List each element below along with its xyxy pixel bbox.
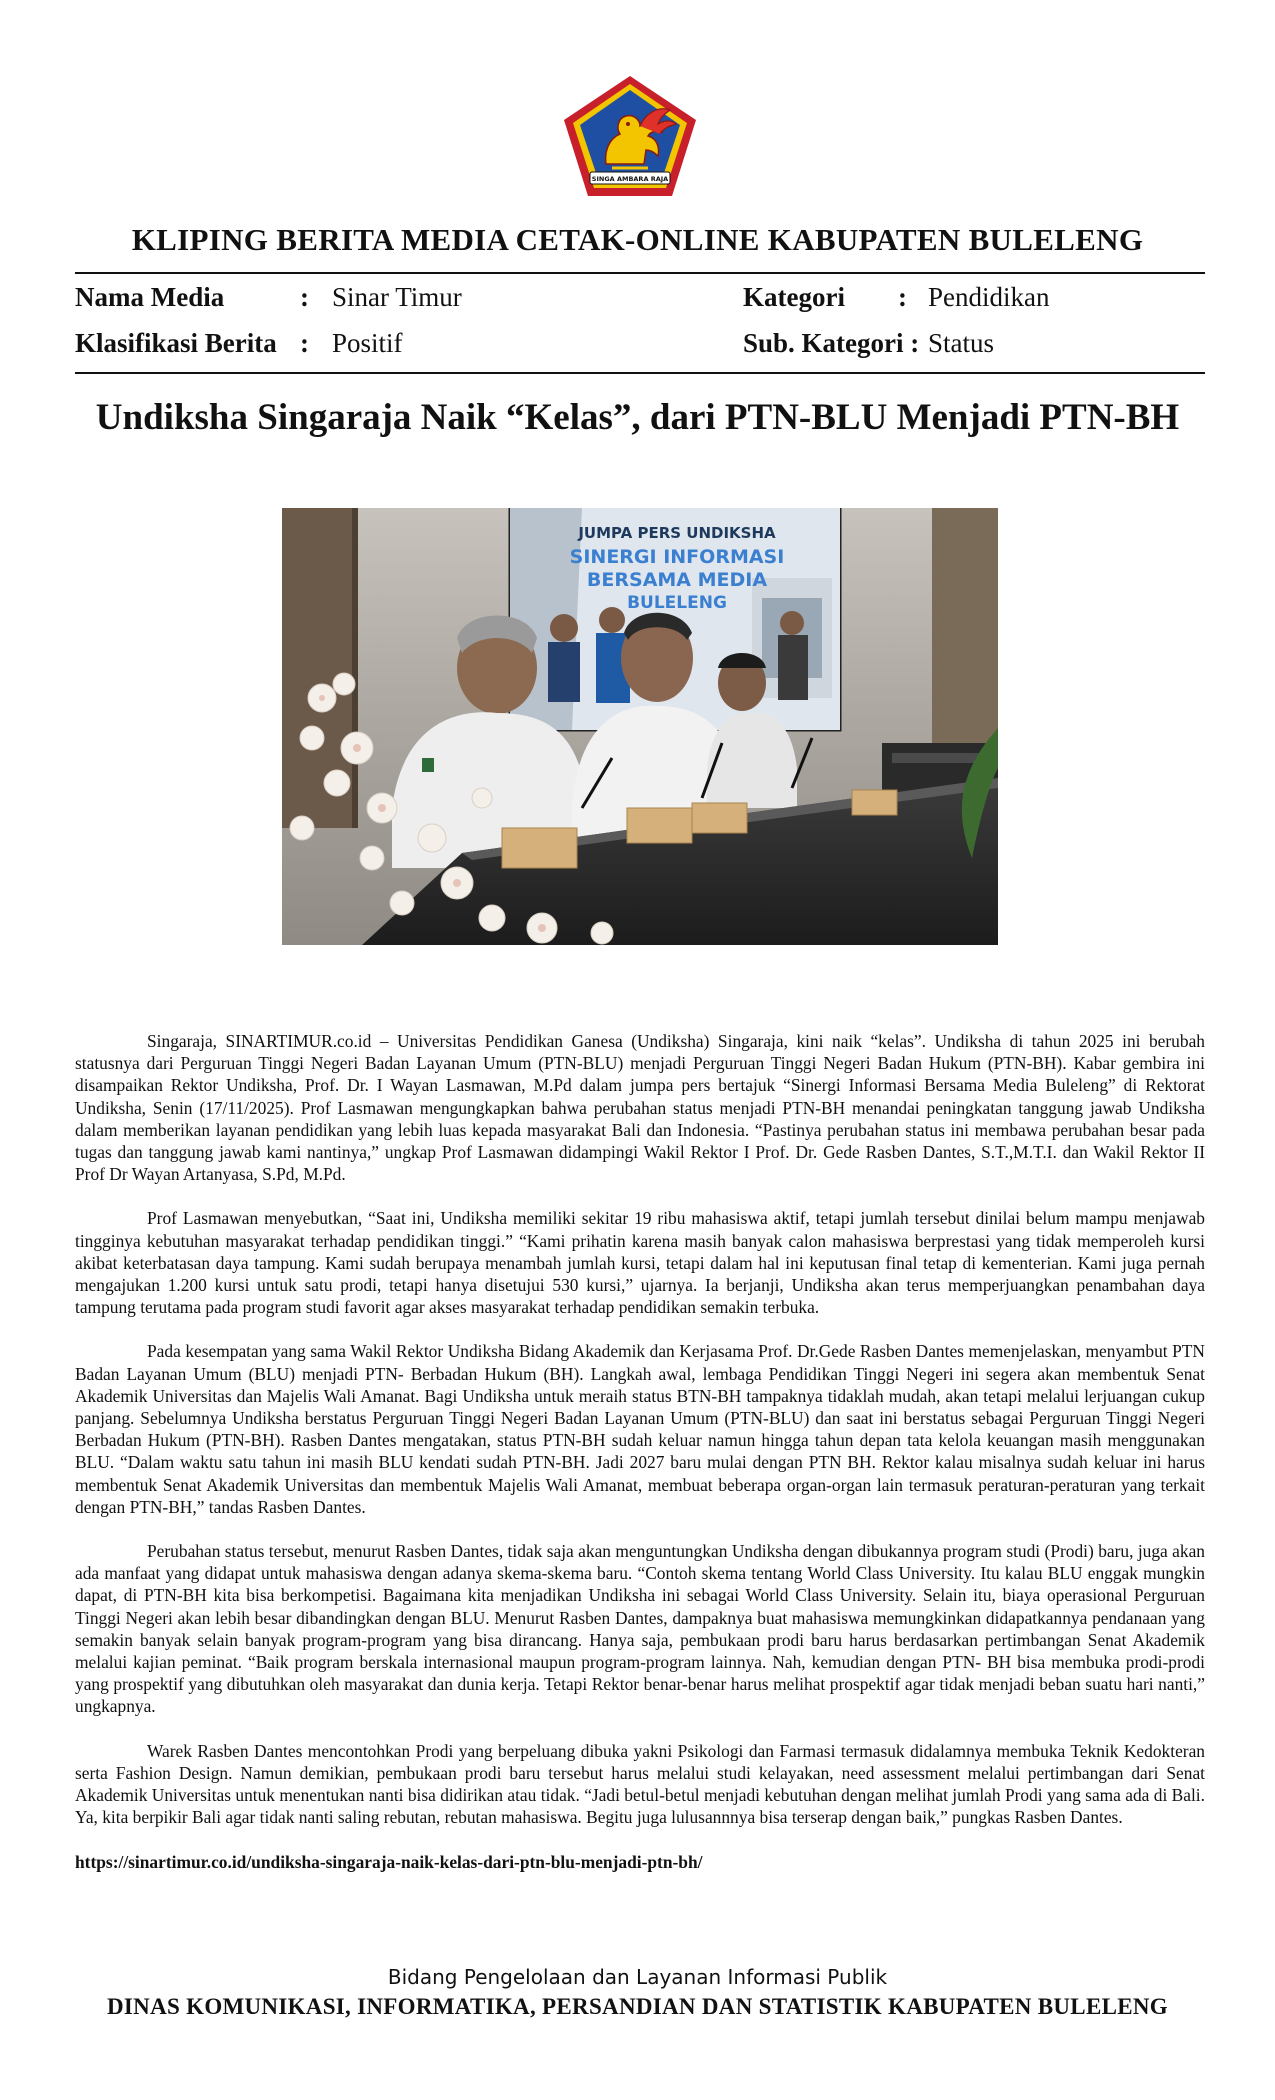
screen-line-3: BERSAMA MEDIA xyxy=(586,569,768,591)
screen-line-4: BULELENG xyxy=(627,593,727,613)
meta-klasifikasi-row xyxy=(75,328,635,362)
screen-line-1: JUMPA PERS UNDIKSHA xyxy=(578,524,776,542)
footer-division: Bidang Pengelolaan dan Layanan Informasi Publik xyxy=(387,1965,888,1989)
klasifikasi-label: Klasifikasi Berita xyxy=(75,328,277,358)
header-rule-top xyxy=(75,272,1205,274)
sub-kategori-value: Status xyxy=(928,328,995,358)
article-paragraph-1: Singaraja, SINARTIMUR.co.id – Universitas Pendidikan Ganesa (Undiksha) Singaraja, kini naik “kelas”. Undiksha di tahun 2025 ini berubah statusnya dari Perguruan Tinggi Negeri Badan Layanan Umum (PTN-BLU) menjadi Perguruan Tinggi Negeri Badan Hukum (PTN-BH). Kabar gembira ini disampaikan Rektor Undiksha, Prof. Dr. I Wayan Lasmawan, M.Pd dalam jumpa pers bertajuk “Sinergi Informasi Bersama Media Buleleng” di Rektorat Undiksha, Senin (17/11/2025). Prof Lasmawan mengungkapkan bahwa perubahan status menjadi PTN-BH menandai peningkatan tanggung jawab Undiksha dalam memberikan layanan pendidikan yang lebih luas kepada masyarakat Bali dan Indonesia. “Pastinya perubahan status ini membawa perubahan besar pada tugas dan tanggung jawab kami nantinya,” ungkap Prof Lasmawan didampingi Wakil Rektor I Prof. Dr. Gede Rasben Dantes, S.T.,M.T.I. dan Wakil Rektor II Prof Dr Wayan Artanyasa, S.Pd, M.Pd. xyxy=(75,1031,1205,1185)
klasifikasi-value: Positif xyxy=(332,328,403,358)
klasifikasi-colon: : xyxy=(300,328,309,358)
article-title: Undiksha Singaraja Naik “Kelas”, dari PTN-BLU Menjadi PTN-BH xyxy=(95,397,1180,438)
kategori-value: Pendidikan xyxy=(928,282,1050,312)
source-url-link[interactable]: https://sinartimur.co.id/undiksha-singaraja-naik-kelas-dari-ptn-blu-menjadi-ptn-bh/ xyxy=(75,1851,703,1872)
emblem-motto: SINGA AMBARA RAJA xyxy=(591,175,669,183)
kategori-colon: : xyxy=(898,282,907,312)
media-label: Nama Media xyxy=(75,282,225,312)
sub-kategori-label: Sub. Kategori : xyxy=(743,328,920,358)
article-paragraph-5: Warek Rasben Dantes mencontohkan Prodi yang berpeluang dibuka yakni Psikologi dan Farmasi termasuk didalamnya membuka Teknik Kedokteran serta Fashion Design. Namun demikian, pembukaan prodi baru tersebut harus melalui studi kelayakan, need assessment melalui pertimbangan dari Senat Akademik Universitas untuk menentukan nanti bisa didirikan atau tidak. “Jadi betul-betul menjadi kebutuhan dengan melihat jumlah Prodi yang sama ada di Bali. Ya, kita berpikir Bali agar tidak nanti saling rebutan, rebutan mahasiswa. Begitu juga lulusannnya bisa terserap dengan baik,” pungkas Rasben Dantes. xyxy=(75,1740,1205,1828)
meta-sub-kategori-row xyxy=(743,328,1203,362)
press-conference-photo xyxy=(282,508,998,945)
media-value: Sinar Timur xyxy=(332,282,462,312)
footer-agency: DINAS KOMUNIKASI, INFORMATIKA, PERSANDIAN DAN STATISTIK KABUPATEN BULELENG xyxy=(107,1994,1168,2019)
header-rule-bottom xyxy=(75,372,1205,374)
meta-media-row xyxy=(75,282,635,316)
media-colon: : xyxy=(300,282,309,312)
article-body xyxy=(75,1030,1205,1895)
article-paragraph-2: Prof Lasmawan menyebutkan, “Saat ini, Undiksha memiliki sekitar 19 ribu mahasiswa aktif, tetapi jumlah tersebut dinilai belum mampu menjawab tingginya kebutuhan masyarakat terhadap pendidikan tinggi.” “Kami prihatin karena masih banyak calon mahasiswa berprestasi yang tidak memperoleh kursi akibat keterbatasan daya tampung. Kami sudah berupaya menambah jumlah kursi, tetapi dalam hal ini keputusan final tetap di kementerian. Kami juga pernah mengajukan 1.200 kursi untuk satu prodi, tetapi hanya disetujui 530 kursi,” ujarnya. Ia berjanji, Undiksha akan terus memperjuangkan penambahan daya tampung terutama pada program studi favorit agar akses masyarakat terhadap pendidikan semakin terbuka. xyxy=(75,1208,1205,1318)
buleleng-emblem xyxy=(560,72,700,200)
meta-kategori-row xyxy=(743,282,1203,316)
kategori-label: Kategori xyxy=(743,282,845,312)
screen-line-2: SINERGI INFORMASI xyxy=(569,546,785,568)
article-paragraph-3: Pada kesempatan yang sama Wakil Rektor Undiksha Bidang Akademik dan Kerjasama Prof. Dr.Gede Rasben Dantes memenjelaskan, menyambut PTN Badan Layanan Umum (BLU) menjadi PTN- Berbadan Hukum (BH). Langkah awal, lembaga Pendidikan Tinggi Negeri ini segera akan membentuk Senat Akademik Universitas dan Majelis Wali Amanat. Bagi Undiksha untuk meraih status BTN-BH tampaknya tidaklah mudah, akan tetapi melalui lerjuangan cukup panjang. Sebelumnya Undiksha berstatus Perguruan Tinggi Negeri Badan Layanan Umum (PTN-BLU) dan saat ini berstatus sebagai Perguruan Tinggi Negeri Berbadan Hukum (PTN-BH). Rasben Dantes mengatakan, status PTN-BH sudah keluar namun hingga tahun depan tata kelola keuangan masih menggunakan BLU. “Dalam waktu satu tahun ini masih BLU kendati sudah PTN-BH. Jadi 2027 baru mulai dengan PTN BH. Rektor kalau misalnya sudah keluar ini harus membentuk Senat Akademik Universitas dan membentuk Majelis Wali Amanat, membuat beberapa organ-organ lain termasuk peraturan-peraturan yang terkait dengan PTN-BH,” tandas Rasben Dantes. xyxy=(75,1341,1205,1517)
clipping-header-title: KLIPING BERITA MEDIA CETAK-ONLINE KABUPATEN BULELENG xyxy=(131,222,1144,257)
article-paragraph-4: Perubahan status tersebut, menurut Rasben Dantes, tidak saja akan menguntungkan Undiksha dengan dibukannya program studi (Prodi) baru, juga akan ada manfaat yang didapat untuk mahasiswa dengan adanya skema-skema baru. “Contoh skema tentang World Class University. Itu kalau BLU enggak mungkin dapat, di PTN-BH kita bisa berkompetisi. Bagaimana kita menjadikan Undiksha ini sebagai World Class University. Selain itu, biaya operasional Perguruan Tinggi Negeri akan lebih besar dibandingkan dengan BLU. Menurut Rasben Dantes, dampaknya buat mahasiswa memungkinkan didapatkannya pendanaan yang semakin banyak selain banyak program-program yang bisa dirancang. Hanya saja, pembukaan prodi baru harus berdasarkan pertimbangan Senat Akademik melalui kajian peminat. “Baik program berskala internasional maupun program-program lainnya. Nah, kemudian dengan PTN- BH bisa membuka prodi-prodi yang prospektif yang dibutuhkan oleh masyarakat dan dunia kerja. Tetapi Rektor benar-benar harus melihat prospektif agar tidak menjadi beban suatu hari nanti,” ungkapnya. xyxy=(75,1541,1205,1717)
